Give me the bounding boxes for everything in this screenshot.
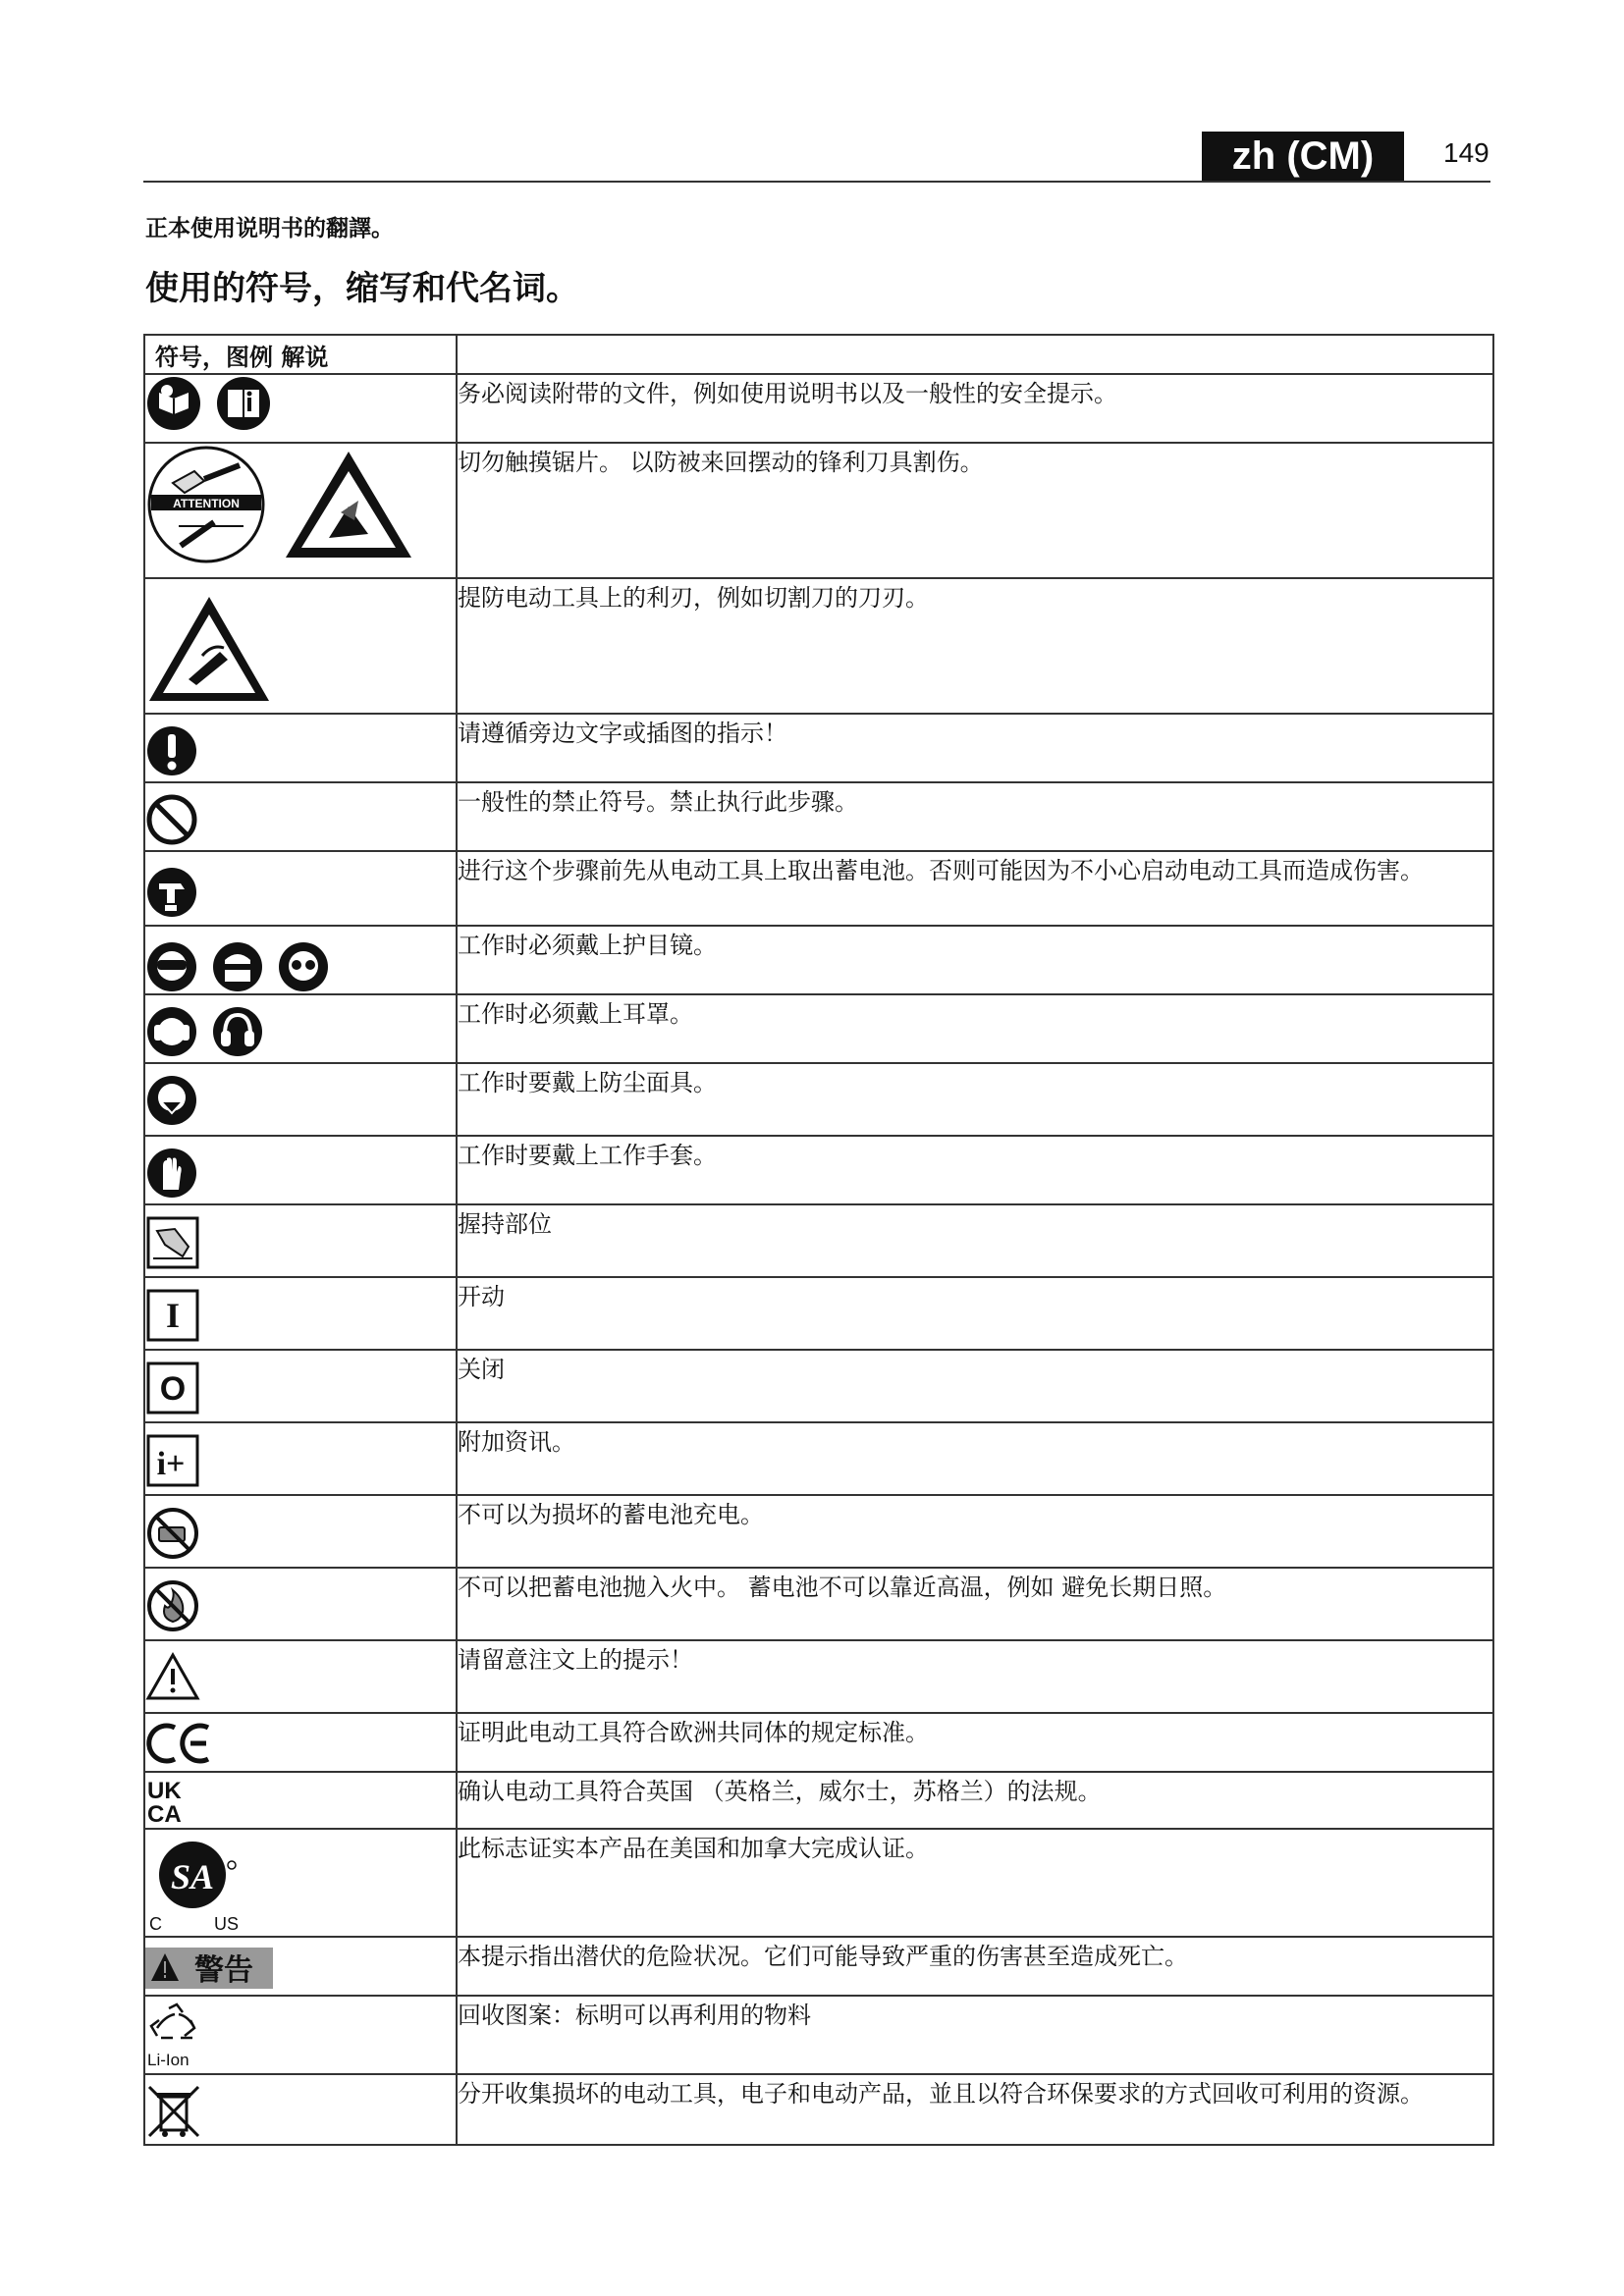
row-description: 请留意注文上的提示！ [457, 1640, 1493, 1713]
table-row [144, 1495, 1493, 1568]
row-description: 分开收集损坏的电动工具，电子和电动产品，並且以符合环保要求的方式回收可利用的资源。 [457, 2074, 1493, 2145]
dust-mask-icon [145, 1074, 198, 1127]
grip-area-icon [145, 1215, 200, 1270]
row-description: 进行这个步骤前先从电动工具上取出蓄电池。否则可能因为不小心启动电动工具而造成伤害。 [457, 851, 1493, 926]
no-charging-damaged-battery-icon [145, 1506, 200, 1561]
row-description: 请遵循旁边文字或插图的指示！ [457, 714, 1493, 782]
power-off-label: O [159, 1370, 187, 1408]
warning-triangle-icon [145, 1651, 200, 1702]
safety-goggles-icon [145, 940, 198, 993]
row-description: 工作时必须戴上耳罩。 [457, 994, 1493, 1063]
column-header-symbol: 符号，图例 解说 [144, 335, 457, 374]
row-description: 工作时要戴上防尘面具。 [457, 1063, 1493, 1136]
warning-sharp-blade-triangle-icon [145, 593, 273, 707]
symbols-table [143, 334, 1494, 2146]
prohibition-icon [145, 793, 198, 846]
column-header-description [457, 335, 1493, 374]
power-on-label: I [165, 1296, 181, 1335]
row-description: 一般性的禁止符号。禁止执行此步骤。 [457, 782, 1493, 851]
no-fire-battery-icon [145, 1578, 200, 1633]
table-row [144, 2074, 1493, 2145]
ear-protection-icon [145, 1005, 198, 1058]
page-number: 149 [1443, 137, 1489, 168]
attention-hand-blade-icon [145, 444, 267, 565]
attention-label: ATTENTION [173, 497, 240, 510]
protective-glasses-icon [277, 940, 330, 993]
table-header-row [144, 335, 1493, 374]
table-row [144, 578, 1493, 714]
table-row [144, 1568, 1493, 1640]
table-row [144, 714, 1493, 782]
ukca-mark-icon [145, 1777, 194, 1826]
table-row [144, 443, 1493, 578]
csa-mark-icon [145, 1836, 253, 1934]
table-row [144, 374, 1493, 443]
additional-info-icon [145, 1433, 200, 1488]
weee-bin-icon [145, 2083, 202, 2140]
table-row [144, 1829, 1493, 1937]
ukca-top-label: UK [147, 1778, 182, 1804]
ear-muffs-icon [211, 1005, 264, 1058]
row-description: 关闭 [457, 1350, 1493, 1422]
table-row [144, 1063, 1493, 1136]
svg-text:SA: SA [170, 1857, 215, 1896]
row-description: 附加资讯。 [457, 1422, 1493, 1495]
face-shield-icon [211, 940, 264, 993]
row-description: 提防电动工具上的利刃，例如切割刀的刀刃。 [457, 578, 1493, 714]
row-description: 不可以把蓄电池抛入火中。 蓄电池不可以靠近高温，例如 避免长期日照。 [457, 1568, 1493, 1640]
table-row [144, 1277, 1493, 1350]
info-plus-label: i+ [156, 1446, 186, 1482]
remove-battery-icon [145, 866, 198, 919]
warning-label-icon [145, 1948, 273, 1989]
table-row [144, 1772, 1493, 1829]
row-description: 工作时要戴上工作手套。 [457, 1136, 1493, 1204]
power-off-icon [145, 1361, 200, 1415]
table-row [144, 851, 1493, 926]
row-description: 不可以为损坏的蓄电池充电。 [457, 1495, 1493, 1568]
table-row [144, 1350, 1493, 1422]
row-description: 务必阅读附带的文件，例如使用说明书以及一般性的安全提示。 [457, 374, 1493, 443]
csa-c-label: C [149, 1914, 162, 1934]
read-manual-icon [145, 375, 202, 432]
row-description: 回收图案：标明可以再利用的物料 [457, 1996, 1493, 2074]
csa-us-label: US [214, 1914, 240, 1934]
table-row [144, 1713, 1493, 1772]
row-description: 确认电动工具符合英国 （英格兰，威尔士，苏格兰）的法规。 [457, 1772, 1493, 1829]
table-row [144, 1204, 1493, 1277]
row-description: 工作时必须戴上护目镜。 [457, 926, 1493, 994]
information-book-icon [215, 375, 272, 432]
ce-mark-icon [145, 1722, 214, 1765]
table-row [144, 782, 1493, 851]
ukca-bottom-label: CA [147, 1801, 182, 1826]
exclamation-circle-icon [145, 724, 198, 777]
gloves-icon [145, 1147, 198, 1200]
warning-blade-triangle-icon [280, 444, 417, 565]
translation-note: 正本使用说明书的翻譯。 [145, 216, 394, 241]
table-row [144, 1136, 1493, 1204]
table-row [144, 1640, 1493, 1713]
table-row [144, 994, 1493, 1063]
power-on-icon [145, 1288, 200, 1343]
header-rule [143, 181, 1490, 183]
language-tab: zh (CM) [1202, 132, 1404, 181]
row-description: 握持部位 [457, 1204, 1493, 1277]
row-description: 证明此电动工具符合欧洲共同体的规定标准。 [457, 1713, 1493, 1772]
row-description: 本提示指出潜伏的危险状况。它们可能导致严重的伤害甚至造成死亡。 [457, 1937, 1493, 1996]
row-description: 此标志证实本产品在美国和加拿大完成认证。 [457, 1829, 1493, 1937]
table-row [144, 926, 1493, 994]
row-description: 切勿触摸锯片。 以防被来回摆动的锋利刀具割伤。 [457, 443, 1493, 578]
recycling-li-ion-icon [145, 2002, 208, 2071]
row-description: 开动 [457, 1277, 1493, 1350]
table-row [144, 1996, 1493, 2074]
warning-label-text: 警告 [194, 1953, 253, 1988]
table-row [144, 1422, 1493, 1495]
page-title: 使用的符号，缩写和代名词。 [145, 269, 579, 308]
table-row [144, 1937, 1493, 1996]
li-ion-label: Li-Ion [147, 2051, 189, 2069]
